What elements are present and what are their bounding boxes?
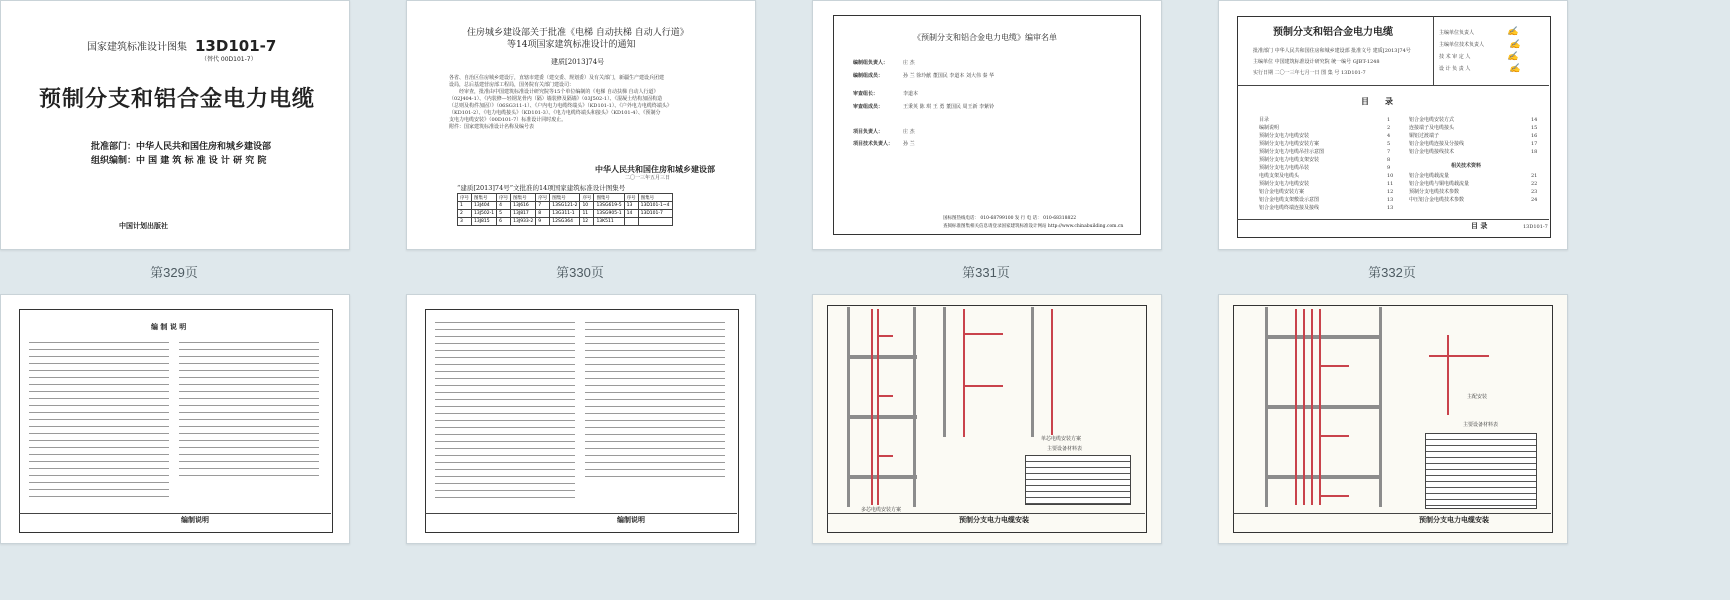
toc-item[interactable]: 铝合金电缆与铜电缆载流量 (1409, 181, 1470, 187)
table-cell: 13SG619-5 (594, 202, 624, 210)
main-cable (1295, 309, 1297, 505)
notice-line: 设局，总后基建营房部工程局，国务院有关部门建设司： (449, 82, 575, 88)
divider (1233, 513, 1551, 514)
review-value: 孙 兰 (903, 141, 915, 147)
toc-section-heading: 相关技术资料 (1451, 163, 1482, 169)
role-label: 技 术 审 定 人 (1439, 54, 1471, 60)
notice-doc-no: 建质[2013]74号 (551, 58, 605, 66)
table-cell: 8 (536, 210, 550, 218)
toc-item[interactable]: 预制分支电缆技术参数 (1409, 189, 1460, 195)
review-key: 审查组长： (853, 91, 879, 97)
toc-page: 2 (1387, 125, 1391, 131)
toc-item[interactable]: 预制分支电力电缆支架安装 (1259, 157, 1320, 163)
table-cell (624, 218, 638, 226)
branch-cable (1319, 495, 1349, 497)
table-cell: 9 (536, 218, 550, 226)
table-cell: 1 (458, 202, 472, 210)
page-label-332: 第332页 (1368, 265, 1416, 280)
drawing-caption: 主要设备材料表 (1463, 422, 1499, 428)
review-value: 庄 杰 (903, 129, 915, 135)
page-label-330: 第330页 (556, 265, 604, 280)
toc-item[interactable]: 目录 (1259, 117, 1270, 123)
role-label: 主编单位技术负责人 (1439, 42, 1485, 48)
toc-page: 10 (1387, 173, 1394, 179)
main-cable (1447, 335, 1449, 415)
review-key: 项目技术负责人： (853, 141, 894, 147)
table-cell: 13SG905-1 (594, 210, 624, 218)
drawing-caption: 主配安装 (1467, 394, 1488, 400)
table-cell: 13J404 (472, 202, 497, 210)
toc-item[interactable]: 中压铝合金电缆技术参数 (1409, 197, 1465, 203)
page-frame (833, 15, 1141, 235)
main-cable (1311, 309, 1313, 505)
table-header-cell: 图集号 (594, 194, 624, 202)
page-thumbnail-332[interactable] (1218, 0, 1568, 250)
role-label: 设 计 负 责 人 (1439, 66, 1471, 72)
table-header-cell: 图集号 (550, 194, 580, 202)
toc-page: 12 (1387, 189, 1394, 195)
table-cell: 13D101-1~4 (638, 202, 672, 210)
page-thumbnail-336[interactable] (1218, 294, 1568, 544)
review-key: 编制组成员： (853, 73, 884, 79)
toc-info-line: 实行日期 二〇一三年七月一日 图 集 号 13D101-7 (1253, 70, 1366, 76)
drawing-footer: 预制分支电力电缆安装 (959, 515, 1029, 524)
toc-page: 5 (1387, 141, 1391, 147)
series-label: 国家建筑标准设计图集 (87, 42, 187, 53)
explain-footer: 编制说明 (181, 515, 209, 524)
main-cable (1319, 309, 1321, 505)
divider (1433, 16, 1434, 85)
branch-cable (963, 333, 1003, 335)
toc-page: 17 (1531, 141, 1538, 147)
page-thumbnail-335[interactable] (812, 294, 1162, 544)
review-title: 《预制分支和铝合金电力电缆》编审名单 (913, 33, 1057, 42)
toc-info-line: 主编单位 中国建筑标准设计研究院 统一编号 GJBT-1248 (1253, 59, 1380, 65)
toc-item[interactable]: 铝合金电缆载流量 (1409, 173, 1450, 179)
table-cell: 3 (458, 218, 472, 226)
table-cell: 7 (536, 202, 550, 210)
notice-line: 支电力电缆安装》（00D101-7）标准设计同时废止。 (449, 117, 567, 123)
review-footer-phone: 国标图热线电话： 010-68799100 发 行 电 话： 010-68318822 (943, 216, 1077, 221)
toc-item[interactable]: 铝合金电缆安装方案 (1259, 189, 1305, 195)
toc-footer-code: 13D101-7 (1523, 224, 1548, 230)
drawing-caption: 多芯电缆安装方案 (861, 507, 902, 513)
toc-item[interactable]: 预制分支电力电缆安装 (1259, 181, 1310, 187)
review-key: 编制组负责人： (853, 60, 889, 66)
branch-cable (877, 335, 893, 337)
table-header-cell: 序号 (497, 194, 511, 202)
review-value: 庄 杰 (903, 60, 915, 66)
main-cable (1051, 309, 1053, 435)
toc-page: 15 (1531, 125, 1538, 131)
material-table (1025, 455, 1131, 505)
toc-page: 24 (1531, 197, 1538, 203)
table-cell: 13G311-1 (550, 210, 580, 218)
page-thumbnail-329[interactable] (0, 0, 350, 250)
branch-cable (1319, 365, 1349, 367)
table-header-cell: 图集号 (511, 194, 536, 202)
atlas-table (457, 193, 673, 226)
branch-cable (1429, 355, 1489, 357)
toc-page: 8 (1387, 157, 1391, 163)
floor-slab (1265, 405, 1381, 409)
review-footer-website: 查阅标准图集相关信息请登录国家建筑标准设计网站 http://www.chinabuilding.com.cn (943, 224, 1124, 229)
org-value: 中 国 建 筑 标 准 设 计 研 究 院 (136, 156, 267, 166)
approve-value: 中华人民共和国住房和城乡建设部 (136, 142, 272, 152)
toc-item[interactable]: 铝合金电缆终端连接及接线 (1259, 205, 1320, 211)
divider (19, 513, 331, 514)
divider (827, 513, 1145, 514)
replace-note: （替代 00D101-7） (201, 56, 257, 63)
table-cell: 13J502-1 (472, 210, 497, 218)
toc-item[interactable]: 铝合金电缆接线技术 (1409, 149, 1455, 155)
toc-page: 1 (1387, 117, 1391, 123)
toc-page: 22 (1531, 181, 1538, 187)
toc-info-line: 批准部门 中华人民共和国住房和城乡建设部 批准文号 建质[2013]74号 (1253, 48, 1411, 54)
cover-title: 预制分支和铝合金电力电缆 (39, 87, 316, 112)
table-cell (638, 218, 672, 226)
table-header-row (458, 194, 673, 202)
table-cell: 13D101-7 (638, 210, 672, 218)
floor-slab (847, 475, 917, 479)
table-cell: 13J815 (472, 218, 497, 226)
toc-item[interactable]: 电缆支架及电缆头 (1259, 173, 1300, 179)
main-cable (1303, 309, 1305, 505)
toc-item[interactable]: 预制分支电力电缆吊装 (1259, 165, 1310, 171)
toc-item[interactable]: 铝合金电缆安装方式 (1409, 117, 1455, 123)
toc-title: 目 录 (1361, 96, 1393, 106)
toc-header-title: 预制分支和铝合金电力电缆 (1273, 27, 1393, 38)
publisher: 中国计划出版社 (119, 221, 168, 230)
toc-page: 13 (1387, 197, 1394, 203)
signature-mark: ✍ (1507, 27, 1519, 37)
toc-page: 14 (1531, 117, 1538, 123)
toc-page: 21 (1531, 173, 1538, 179)
toc-page: 4 (1387, 133, 1391, 139)
toc-page: 11 (1387, 181, 1394, 187)
branch-cable (877, 395, 893, 397)
approve-label: 批准部门： (91, 142, 137, 152)
review-value: 孙 兰 徐玲献 董国民 李道本 刘大伟 秦 华 (903, 73, 995, 79)
text-block-left (435, 319, 575, 504)
signature-mark: ✍ (1509, 40, 1521, 50)
drawing-caption: 主要设备材料表 (1047, 446, 1083, 452)
signature-mark: ✍ (1507, 52, 1519, 62)
toc-page: 9 (1387, 165, 1391, 171)
table-header-cell: 序号 (580, 194, 594, 202)
toc-page: 13 (1387, 205, 1394, 211)
table-cell: 13J616 (511, 202, 536, 210)
branch-cable (877, 455, 893, 457)
page-label-331: 第331页 (962, 265, 1010, 280)
review-key: 项目负责人： (853, 129, 884, 135)
notice-line: 经审查，批准由中国建筑标准设计研究院等15个单位编制的《电梯 自动扶梯 自动人行道》 (449, 89, 659, 95)
signature-mark: ✍ (1509, 64, 1521, 74)
role-label: 主编单位负责人 (1439, 30, 1475, 36)
floor-slab (943, 307, 946, 437)
table-cell: 4 (497, 202, 511, 210)
table-row (458, 218, 673, 226)
table-cell: 12 (580, 218, 594, 226)
branch-cable (1319, 435, 1349, 437)
floor-slab (847, 355, 917, 359)
floor-slab (1265, 335, 1381, 339)
toc-item[interactable]: 连接端子及电缆接头 (1409, 125, 1455, 131)
table-row (458, 202, 673, 210)
toc-footer-title: 目 录 (1471, 221, 1488, 230)
table-header-cell: 序号 (624, 194, 638, 202)
table-cell: 11 (580, 210, 594, 218)
notice-line: 附件：国家建筑标准设计名称及编号表 (449, 124, 535, 130)
toc-item[interactable]: 预制分支电力电缆安装方案 (1259, 141, 1320, 147)
review-value: 王秉英 陈 琪 王 勇 董国民 周王新 李紫铃 (903, 104, 995, 110)
table-cell: 13 (624, 202, 638, 210)
notice-line: （02J404-1）、《内装修—轻钢龙骨内（隔）墙装修及隔墙》（03J502-1）、《混凝土结构加固构造 (449, 96, 663, 102)
drawing-caption: 单芯电缆安装方案 (1041, 436, 1082, 442)
toc-item[interactable]: 编制说明 (1259, 125, 1280, 131)
floor-slab (1265, 475, 1381, 479)
toc-page: 16 (1531, 133, 1538, 139)
notice-sign: 中华人民共和国住房和城乡建设部 (595, 164, 715, 174)
notice-title-line1: 住房城乡建设部关于批准《电梯 自动扶梯 自动人行道》 (467, 28, 689, 38)
drawing-footer: 预制分支电力电缆安装 (1419, 515, 1489, 524)
text-block-right (585, 319, 725, 479)
explain-footer: 编制说明 (617, 515, 645, 524)
table-cell: 6 (497, 218, 511, 226)
table-cell: 2 (458, 210, 472, 218)
table-cell: 10 (580, 202, 594, 210)
table-cell: 13K511 (594, 218, 624, 226)
toc-page: 7 (1387, 149, 1391, 155)
text-block-right (179, 339, 319, 479)
floor-slab (1031, 307, 1034, 437)
table-row (458, 210, 673, 218)
main-cable (877, 309, 879, 505)
review-value: 李道本 (903, 91, 919, 97)
table-cell: 13J817 (511, 210, 536, 218)
table-header-cell: 图集号 (472, 194, 497, 202)
page-label-329: 第329页 (150, 265, 198, 280)
explain-title: 编 制 说 明 (151, 322, 187, 331)
page-thumbnail-330[interactable] (406, 0, 756, 250)
page-thumbnail-334[interactable] (406, 294, 756, 544)
toc-item[interactable]: 铜铝过渡端子 (1409, 133, 1440, 139)
page-thumbnail-331[interactable] (812, 0, 1162, 250)
table-header-cell: 图集号 (638, 194, 672, 202)
divider (1237, 85, 1549, 86)
table-cell: 5 (497, 210, 511, 218)
floor-slab (847, 415, 917, 419)
notice-title-line2: 等14项国家建筑标准设计的通知 (507, 40, 636, 50)
material-table (1425, 433, 1537, 509)
table-header-cell: 序号 (458, 194, 472, 202)
table-cell: 13SG121-2 (550, 202, 580, 210)
divider (425, 513, 737, 514)
toc-page: 23 (1531, 189, 1538, 195)
toc-item[interactable]: 预制分支电力电缆吊挂示意图 (1259, 149, 1325, 155)
branch-cable (963, 385, 1003, 387)
text-block-left (29, 339, 169, 499)
review-key: 审查组成员： (853, 104, 884, 110)
page-thumbnail-333[interactable] (0, 294, 350, 544)
toc-item[interactable]: 预制分支电力电缆安装 (1259, 133, 1310, 139)
notice-date: 二〇一三年五月三日 (625, 175, 671, 181)
table-cell: 12SG364 (550, 218, 580, 226)
main-cable (963, 309, 965, 437)
table-header-cell: 序号 (536, 194, 550, 202)
table-cell: 13J933-2 (511, 218, 536, 226)
divider (1237, 219, 1549, 220)
notice-line: （KD101-2）、《电力电缆接头》（KD101-3）、《电力电缆终端头和接头》（KD101-4）、《预制分 (449, 110, 661, 116)
toc-page: 18 (1531, 149, 1538, 155)
toc-item[interactable]: 铝合金电缆支架敷设示意图 (1259, 197, 1320, 203)
table-cell: 14 (624, 210, 638, 218)
notice-line: 各省、自治区住房城乡建设厅，直辖市建委（建交委、规划委）及有关部门，新疆生产建设兵团建 (449, 75, 665, 81)
notice-line: （总则及构件加固）》（06SG311-1）、《户内电力电缆终端头》（KD101-1）、《户外电力电缆终端头》 (449, 103, 672, 109)
org-label: 组织编制： (91, 156, 137, 166)
atlas-code: 13D101-7 (195, 37, 277, 55)
table-caption: “建质[2013]74号”文批准的14项国家建筑标准设计图集号 (457, 184, 626, 192)
main-cable (871, 309, 873, 505)
toc-item[interactable]: 铝合金电缆连接及分接线 (1409, 141, 1465, 147)
